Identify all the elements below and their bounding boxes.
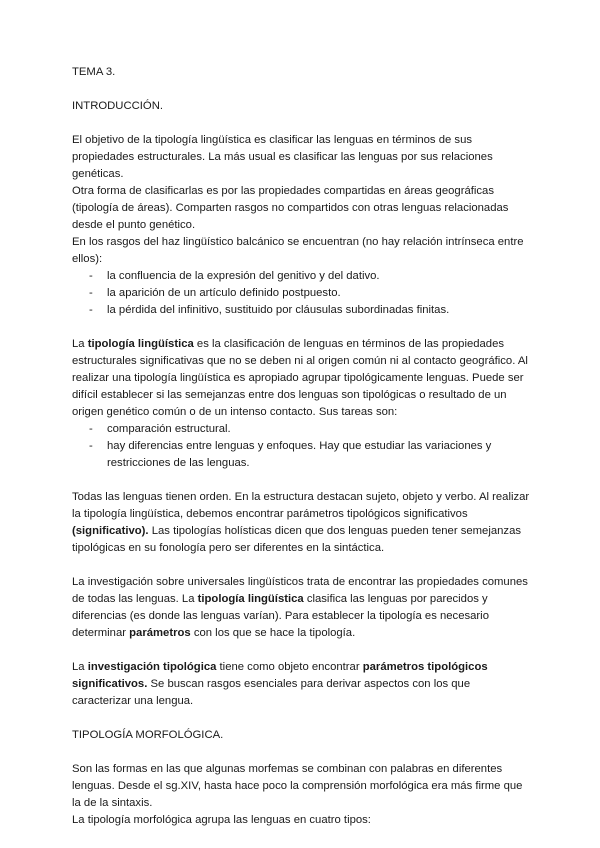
typological-research-paragraph: La investigación tipológica tiene como objeto encontrar parámetros tipológicos significativos. Se buscan rasgos esenciales para derivar aspectos con los que caracterizar una lengua.	[72, 661, 488, 707]
document-page	[72, 64, 532, 829]
intro-paragraph-3: En los rasgos del haz lingüístico balcánico se encuentran (no hay relación intrínseca entre ellos):	[72, 236, 524, 265]
intro-heading: INTRODUCCIÓN.	[72, 100, 163, 112]
list-item: - la pérdida del infinitivo, sustituido por cláusulas subordinadas finitas.	[72, 302, 532, 319]
typology-definition-paragraph: La tipología lingüística es la clasificación de lenguas en términos de las propiedades estructurales significativas que no se deben ni al origen común ni al contacto geográfico. Al realizar una tipología lingüística es apropiado agrupar tipológicamente lenguas. Puede ser difícil establecer si las semejanzas entre dos lenguas son tipológicas o resultado de un origen genético común o de un intenso contacto. Sus tareas son:	[72, 338, 528, 418]
morph-paragraph-1: Son las formas en las que algunas morfemas se combinan con palabras en diferentes lenguas. Desde el sg.XIV, hasta hace poco la comprensión morfológica era más firme que la de la sintaxis.	[72, 763, 523, 809]
intro-paragraph-2: Otra forma de clasificarlas es por las propiedades compartidas en áreas geográficas (tipología de áreas). Comparten rasgos no compartidos con otras lenguas relacionadas desde el punto genético.	[72, 185, 509, 231]
morph-heading: TIPOLOGÍA MORFOLÓGICA.	[72, 729, 224, 741]
morph-paragraph-2: La tipología morfológica agrupa las lenguas en cuatro tipos:	[72, 814, 371, 826]
bold-term: tipología lingüística	[87, 338, 194, 350]
list-item: - hay diferencias entre lenguas y enfoques. Hay que estudiar las variaciones y restricciones de las lenguas.	[72, 438, 532, 472]
balkan-features-list	[72, 268, 532, 319]
bold-term: investigación tipológica	[87, 661, 217, 673]
doc-title: TEMA 3.	[72, 66, 116, 78]
tasks-list	[72, 421, 532, 472]
universals-paragraph: La investigación sobre universales lingüísticos trata de encontrar las propiedades comunes de todas las lenguas. La tipología lingüística clasifica las lenguas por parecidos y diferencias (es donde las lenguas varían). Para establecer la tipología es necesario determinar parámetros con los que se hace la tipología.	[72, 576, 528, 639]
intro-paragraph-1: El objetivo de la tipología lingüística es clasificar las lenguas en términos de sus propiedades estructurales. La más usual es clasificar las lenguas por sus relaciones genéticas.	[72, 134, 493, 180]
order-paragraph: Todas las lenguas tienen orden. En la estructura destacan sujeto, objeto y verbo. Al realizar la tipología lingüística, debemos encontrar parámetros tipológicos significativos (significativo). Las tipologías holísticas dicen que dos lenguas pueden tener semejanzas tipológicas en su fonología pero ser diferentes en la sintáctica.	[72, 491, 530, 554]
list-item: - la confluencia de la expresión del genitivo y del dativo.	[72, 268, 532, 285]
bold-term: parámetros tipológicos significativos.	[72, 661, 488, 690]
bold-term: tipología lingüística	[197, 593, 304, 605]
bold-term: parámetros	[129, 627, 191, 639]
list-item: - la aparición de un artículo definido postpuesto.	[72, 285, 532, 302]
bold-term: (significativo).	[72, 525, 149, 537]
list-item: - comparación estructural.	[72, 421, 532, 438]
